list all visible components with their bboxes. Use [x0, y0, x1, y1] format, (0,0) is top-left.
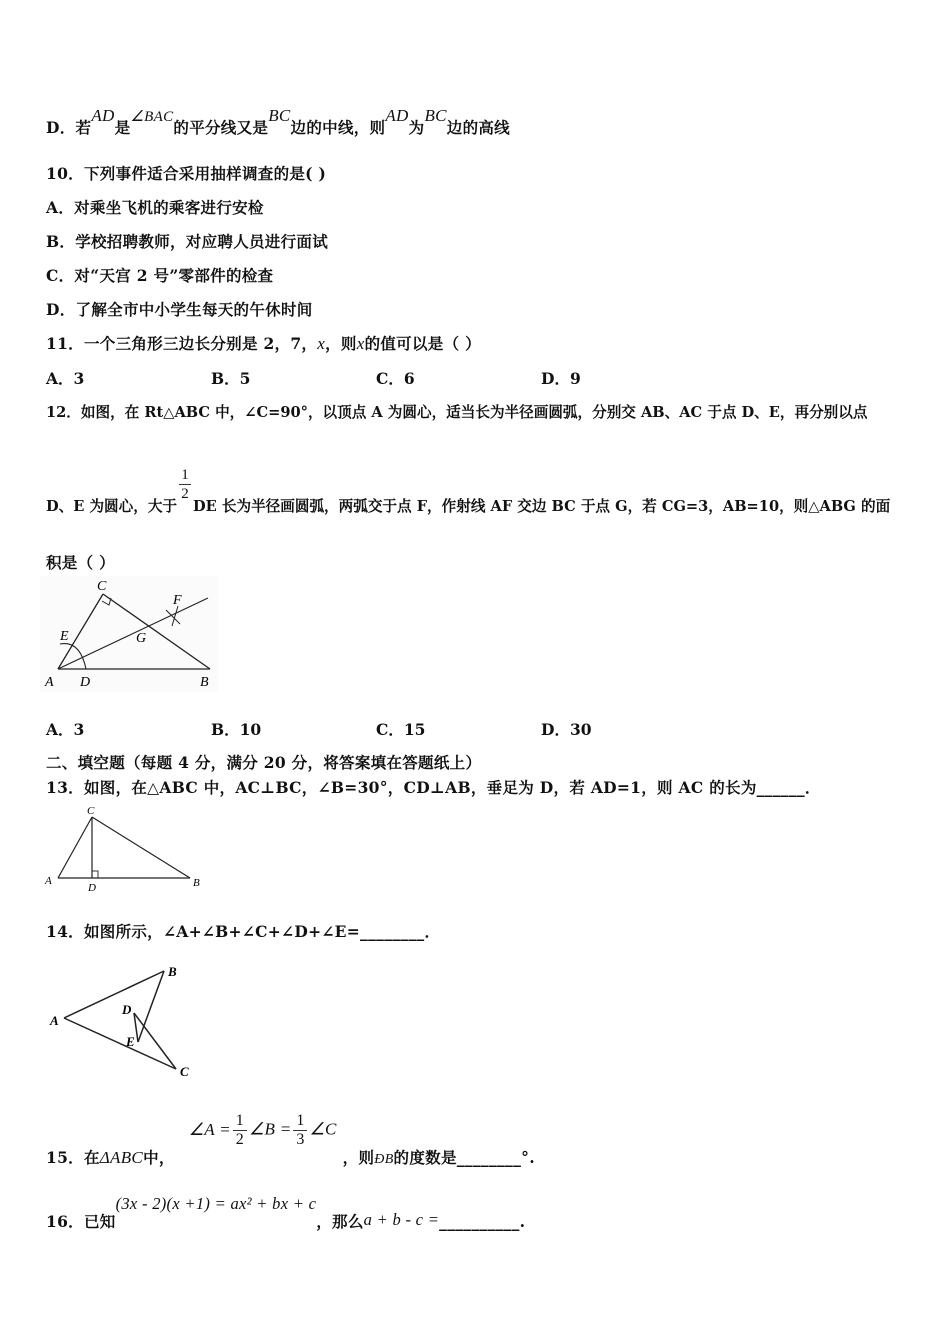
q9d-math-angle: ∠BAC [130, 109, 174, 125]
q9d-math-ad: AD [91, 106, 115, 125]
q11-stem [46, 332, 481, 354]
q13-segment-ac [58, 817, 92, 878]
q15-frac-2-num: 1 [293, 1112, 307, 1131]
q10-stem: 10．下列事件适合采用抽样调查的是( ) [46, 164, 327, 183]
q12-option-c: C．15 [376, 720, 426, 739]
q16-pre: 16．已知 [46, 1212, 116, 1231]
q15-pre: 15．在 [46, 1147, 100, 1167]
q15-frac-1-num: 1 [233, 1112, 247, 1131]
q12-option-b: B．10 [211, 720, 262, 739]
q11-option-c: C．6 [376, 369, 415, 388]
q16-text [46, 1194, 526, 1231]
q14-label-e: E [126, 1034, 135, 1049]
q12-label-e: E [60, 629, 69, 644]
q15-triangle: ΔABC [99, 1147, 144, 1167]
q12-line1: 12．如图，在 Rt△ABC 中，∠C=90°，以顶点 A 为圆心，适当长为半径画圆弧，分别交 AB、AC 于点 D、E，再分别以点 [46, 404, 868, 421]
q13-label-a: A [45, 875, 52, 887]
q12-option-d: D．30 [541, 720, 592, 739]
q15-angle-b: ∠B = [248, 1119, 292, 1139]
q14-label-b: B [168, 964, 177, 979]
q15-tail: 的度数是________°. [393, 1147, 535, 1167]
q12-line2-pre: D、E 为圆心，大于 [46, 497, 178, 515]
q10-option-b: B．学校招聘教师，对应聘人员进行面试 [46, 232, 329, 251]
q14-segment-ac [64, 1018, 176, 1069]
q11-option-d: D．9 [541, 369, 581, 388]
q11-option-b: B．5 [211, 369, 251, 388]
q12-line2-post: DE 长为半径画圆弧，两弧交于点 F，作射线 AF 交边 BC 于点 G，若 CG=3，AB=10，则△ABG 的面 [193, 497, 891, 515]
q15-frac-1-den: 2 [235, 1131, 245, 1148]
q12-label-c: C [97, 579, 107, 594]
q15-frac-1 [233, 1112, 247, 1149]
q9-option-d [46, 106, 510, 138]
q9d-text: 边的中线，则 [290, 118, 386, 137]
q11-stem-pre: 11．一个三角形三边长分别是 2，7， [46, 334, 318, 353]
q9d-math-bc: BC [268, 106, 291, 125]
q10-option-d: D．了解全市中小学生每天的午休时间 [46, 300, 313, 319]
q13-segment-cb [92, 817, 190, 878]
q9d-math-ad2: AD [385, 106, 409, 125]
q14-segment-dc [134, 1013, 176, 1069]
q12-frac-den: 2 [181, 486, 189, 502]
q9d-text: 为 [408, 118, 425, 137]
q12-figure [40, 576, 220, 694]
q13-label-b: B [193, 877, 200, 889]
q15-frac-2 [293, 1112, 307, 1149]
q9d-math-bc2: BC [424, 106, 447, 125]
q12-line2 [46, 466, 891, 515]
q16-expression-2: a + b - c = [363, 1210, 440, 1229]
q15-post: ，则 [342, 1147, 375, 1167]
q13-label-d: D [88, 882, 96, 894]
q16-mid: ，那么 [316, 1212, 364, 1231]
q15-text [46, 1112, 535, 1167]
q12-label-a: A [45, 675, 54, 690]
q14-figure [44, 958, 204, 1084]
section-2-heading: 二、填空题（每题 4 分，满分 20 分，将答案填在答题纸上） [46, 753, 482, 772]
q13-figure [40, 802, 210, 894]
q9d-text: 边的高线 [446, 118, 510, 137]
q14-label-a: A [50, 1013, 59, 1028]
q12-option-a: A．3 [46, 720, 85, 739]
q15-angle-symbol: ÐB [374, 1151, 394, 1167]
q16-expression: (3x - 2)(x +1) = ax² + bx + c [115, 1194, 317, 1213]
q12-frac-num: 1 [179, 466, 191, 485]
q16-answer-blank: __________. [439, 1212, 526, 1231]
q12-label-g: G [136, 631, 147, 646]
q11-stem-post: 的值可以是（ ） [364, 334, 481, 353]
q14-text: 14．如图所示，∠A+∠B+∠C+∠D+∠E=________． [46, 922, 441, 941]
q13-label-c: C [87, 805, 95, 817]
q9d-text: 是 [114, 118, 131, 137]
q10-option-c: C．对“天宫 2 号”零部件的检查 [46, 266, 274, 285]
q9d-text: 的平分线又是 [173, 118, 269, 137]
q11-var-x2: x [356, 334, 365, 353]
q11-stem-mid: ，则 [325, 334, 357, 353]
q12-label-f: F [173, 593, 182, 608]
q12-label-d: D [80, 675, 91, 690]
q15-frac-2-den: 3 [296, 1131, 305, 1148]
q14-label-c: C [180, 1064, 189, 1079]
q12-line3: 积是（ ） [46, 553, 115, 572]
q15-angle-a: ∠A = [188, 1119, 231, 1139]
q12-fraction [179, 466, 191, 503]
q12-label-b: B [200, 675, 209, 690]
q15-mid: 中， [143, 1147, 175, 1167]
q10-option-a: A．对乘坐飞机的乘客进行安检 [46, 198, 264, 217]
q14-label-d: D [122, 1002, 132, 1017]
q15-angle-c: ∠C [309, 1119, 337, 1139]
q11-var-x: x [317, 334, 326, 353]
q9d-label: D．若 [46, 118, 92, 137]
q13-text: 13．如图，在△ABC 中，AC⊥BC，∠B=30°，CD⊥AB，垂足为 D，若 AD=1，则 AC 的长为______． [46, 778, 821, 797]
q11-option-a: A．3 [46, 369, 85, 388]
q13-right-angle-mark [92, 871, 98, 878]
